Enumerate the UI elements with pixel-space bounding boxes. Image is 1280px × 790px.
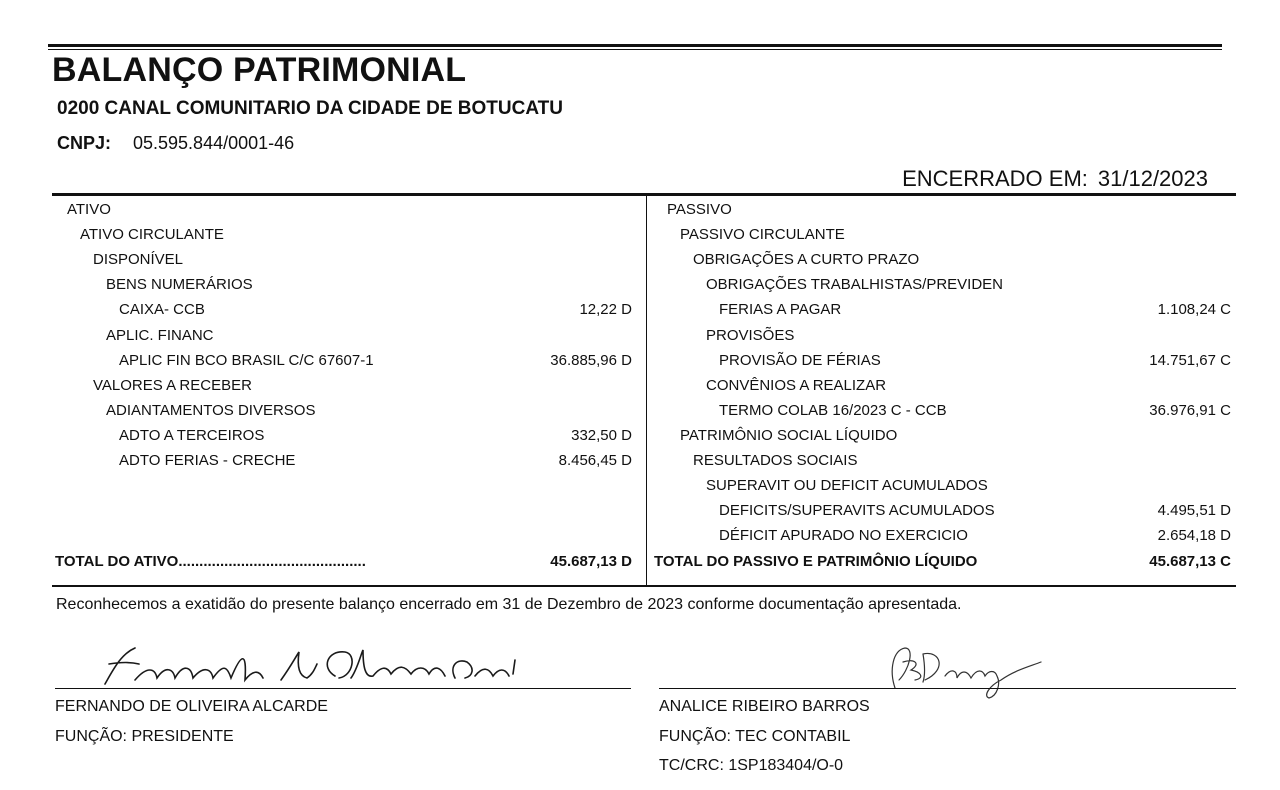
passivo-row xyxy=(646,450,1236,472)
ativo-row xyxy=(0,199,646,221)
page-title: BALANÇO PATRIMONIAL xyxy=(52,51,467,89)
ativo-row-value: 332,50 D xyxy=(571,426,632,444)
passivo-row-label: OBRIGAÇÕES A CURTO PRAZO xyxy=(693,251,920,269)
table-top-rule xyxy=(52,193,1236,196)
passivo-row-label: FERIAS A PAGAR xyxy=(719,301,842,319)
signature-line-2 xyxy=(659,688,1236,689)
ativo-row-label: CAIXA- CCB xyxy=(119,301,205,319)
passivo-row xyxy=(646,249,1236,271)
passivo-row xyxy=(646,199,1236,221)
ativo-row-label: ADTO A TERCEIROS xyxy=(119,426,265,444)
cnpj-value: 05.595.844/0001-46 xyxy=(133,133,295,153)
total-passivo-value: 45.687,13 C xyxy=(1149,553,1231,570)
ativo-row xyxy=(0,325,646,347)
passivo-row-label: TERMO COLAB 16/2023 C - CCB xyxy=(719,401,947,419)
total-ativo-label: TOTAL DO ATIVO............................................. xyxy=(55,553,366,570)
signatory-2-name: ANALICE RIBEIRO BARROS xyxy=(659,698,870,715)
passivo-row xyxy=(646,475,1236,497)
passivo-row xyxy=(646,224,1236,246)
passivo-row-label: SUPERAVIT OU DEFICIT ACUMULADOS xyxy=(706,477,988,495)
signatory-1-role: FUNÇÃO: PRESIDENTE xyxy=(55,728,234,745)
signature-analice xyxy=(885,640,1045,700)
passivo-row-value: 36.976,91 C xyxy=(1149,401,1231,419)
signature-fernando xyxy=(95,640,525,690)
ativo-row-label: APLIC. FINANC xyxy=(106,326,214,344)
total-ativo-value: 45.687,13 D xyxy=(550,553,632,570)
total-ativo-row xyxy=(0,551,646,573)
passivo-row-label: DÉFICIT APURADO NO EXERCICIO xyxy=(719,527,968,545)
total-passivo-label: TOTAL DO PASSIVO E PATRIMÔNIO LÍQUIDO xyxy=(654,553,978,570)
entity-name: 0200 CANAL COMUNITARIO DA CIDADE DE BOTUCATU xyxy=(57,98,563,119)
total-passivo-row xyxy=(646,551,1236,573)
ativo-row xyxy=(0,400,646,422)
ativo-row-label: ADTO FERIAS - CRECHE xyxy=(119,452,296,469)
ativo-row xyxy=(0,299,646,321)
signatory-2-registration: TC/CRC: 1SP183404/O-0 xyxy=(659,757,844,774)
passivo-row xyxy=(646,525,1236,547)
closing-value: 31/12/2023 xyxy=(1097,166,1208,191)
passivo-row xyxy=(646,400,1236,422)
ativo-row xyxy=(0,450,646,472)
passivo-row-value: 2.654,18 D xyxy=(1157,527,1231,545)
ativo-row-label: ATIVO CIRCULANTE xyxy=(80,226,224,244)
ativo-row-label: BENS NUMERÁRIOS xyxy=(106,276,253,294)
passivo-row-label: PASSIVO CIRCULANTE xyxy=(680,226,845,244)
ativo-row-label: ATIVO xyxy=(67,201,111,218)
passivo-row-label: CONVÊNIOS A REALIZAR xyxy=(706,376,887,394)
passivo-row xyxy=(646,274,1236,296)
closing-date xyxy=(902,166,1208,192)
ativo-row xyxy=(0,274,646,296)
table-bottom-rule xyxy=(52,585,1236,587)
ativo-row-label: VALORES A RECEBER xyxy=(93,376,252,394)
passivo-row xyxy=(646,299,1236,321)
cnpj-label: CNPJ: xyxy=(57,133,112,153)
ativo-row-value: 12,22 D xyxy=(579,301,632,319)
passivo-row-value: 4.495,51 D xyxy=(1157,502,1231,520)
passivo-row-value: 14.751,67 C xyxy=(1149,351,1231,369)
passivo-row-label: PROVISÃO DE FÉRIAS xyxy=(719,351,881,369)
closing-label: ENCERRADO EM: xyxy=(902,166,1088,191)
passivo-row-label: RESULTADOS SOCIAIS xyxy=(693,452,858,469)
acknowledgement-text: Reconhecemos a exatidão do presente balanço encerrado em 31 de Dezembro de 2023 conforme documentação apresentada. xyxy=(56,596,962,613)
passivo-row-value: 1.108,24 C xyxy=(1157,301,1231,319)
passivo-row-label: PASSIVO xyxy=(667,201,732,218)
passivo-row xyxy=(646,325,1236,347)
passivo-row-label: PATRIMÔNIO SOCIAL LÍQUIDO xyxy=(680,426,898,444)
ativo-row xyxy=(0,224,646,246)
ativo-row-label: APLIC FIN BCO BRASIL C/C 67607-1 xyxy=(119,351,374,369)
passivo-row-label: PROVISÕES xyxy=(706,326,795,344)
ativo-row xyxy=(0,249,646,271)
ativo-row-label: ADIANTAMENTOS DIVERSOS xyxy=(106,401,316,419)
passivo-row xyxy=(646,500,1236,522)
top-rule-thin xyxy=(48,49,1222,50)
ativo-row xyxy=(0,425,646,447)
ativo-row-label: DISPONÍVEL xyxy=(93,251,184,269)
ativo-row xyxy=(0,350,646,372)
passivo-row xyxy=(646,375,1236,397)
signatory-1-name: FERNANDO DE OLIVEIRA ALCARDE xyxy=(55,698,328,715)
ativo-row xyxy=(0,375,646,397)
passivo-row-label: DEFICITS/SUPERAVITS ACUMULADOS xyxy=(719,502,995,520)
signature-line-1 xyxy=(55,688,631,689)
ativo-row-value: 36.885,96 D xyxy=(550,351,632,369)
ativo-row-value: 8.456,45 D xyxy=(558,452,632,469)
passivo-row xyxy=(646,350,1236,372)
signatory-2-role: FUNÇÃO: TEC CONTABIL xyxy=(659,728,851,745)
passivo-row-label: OBRIGAÇÕES TRABALHISTAS/PREVIDEN xyxy=(706,276,1004,294)
passivo-row xyxy=(646,425,1236,447)
top-rule-thick xyxy=(48,44,1222,47)
